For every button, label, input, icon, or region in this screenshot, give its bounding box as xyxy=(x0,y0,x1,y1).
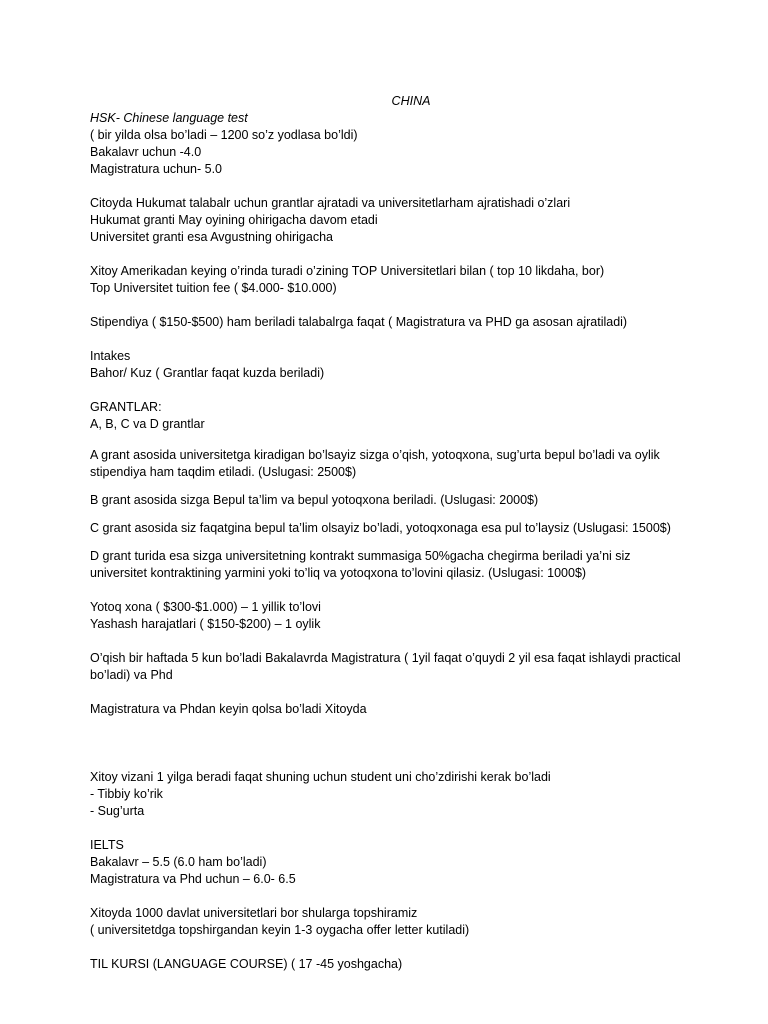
hsk-note: ( bir yilda olsa bo’ladi – 1200 so’z yodlasa bo’ldi) xyxy=(90,128,358,142)
language-course-heading: TIL KURSI (LANGUAGE COURSE) ( 17 -45 yoshgacha) xyxy=(90,957,403,971)
spacer xyxy=(90,481,690,488)
ielts-heading: IELTS xyxy=(90,838,124,852)
spacer xyxy=(90,297,690,314)
hsk-heading: HSK- Chinese language test xyxy=(90,111,248,125)
spacer xyxy=(90,178,690,195)
spacer xyxy=(90,509,690,516)
spacer xyxy=(90,582,690,599)
document-title: CHINA xyxy=(391,94,431,108)
grant-c-paragraph: C grant asosida siz faqatgina bepul ta’lim olsayiz bo’ladi, yotoqxonaga esa pul to’laysiz (Uslugasi: 1500$) xyxy=(90,521,671,535)
visa-line: Xitoy vizani 1 yilga beradi faqat shuning uchun student uni cho’zdirishi kerak bo’ladi xyxy=(90,770,551,784)
top-unis-line: Top Universitet tuition fee ( $4.000- $10.000) xyxy=(90,281,337,295)
hsk-master: Magistratura uchun- 5.0 xyxy=(90,162,223,176)
universities-line: ( universitetdga topshirgandan keyin 1-3 oygacha offer letter kutiladi) xyxy=(90,923,470,937)
visa-item: - Tibbiy ko’rik xyxy=(90,787,163,801)
hsk-bachelor: Bakalavr uchun -4.0 xyxy=(90,145,202,159)
grant-a-paragraph: A grant asosida universitetga kiradigan bo’lsayiz sizga o’qish, yotoqxona, sug’urta bepul bo’ladi va oylik stipendiya ham taqdim etiladi. (Uslugasi: 2500$) xyxy=(90,448,660,479)
cost-line: Yashash harajatlari ( $150-$200) – 1 oylik xyxy=(90,617,321,631)
grants-intro-line: Citoyda Hukumat talabalr uchun grantlar ajratadi va universitetlarham ajratishadi o’zlari xyxy=(90,196,571,210)
grant-b-paragraph: B grant asosida sizga Bepul ta’lim va bepul yotoqxona beriladi. (Uslugasi: 2000$) xyxy=(90,493,539,507)
spacer xyxy=(90,633,690,650)
document-body xyxy=(90,93,690,973)
spacer xyxy=(90,735,690,752)
spacer xyxy=(90,246,690,263)
grants-list: A, B, C va D grantlar xyxy=(90,417,205,431)
visa-item: - Sug’urta xyxy=(90,804,145,818)
spacer xyxy=(90,684,690,701)
spacer xyxy=(90,382,690,399)
intakes-heading: Intakes xyxy=(90,349,131,363)
ielts-bachelor: Bakalavr – 5.5 (6.0 ham bo’ladi) xyxy=(90,855,267,869)
cost-line: Yotoq xona ( $300-$1.000) – 1 yillik to’lovi xyxy=(90,600,321,614)
spacer xyxy=(90,888,690,905)
spacer xyxy=(90,331,690,348)
grants-intro-line: Universitet granti esa Avgustning ohirigacha xyxy=(90,230,333,244)
universities-line: Xitoyda 1000 davlat universitetlari bor shularga topshiramiz xyxy=(90,906,418,920)
spacer xyxy=(90,433,690,440)
spacer xyxy=(90,440,690,447)
spacer xyxy=(90,752,690,769)
spacer xyxy=(90,939,690,956)
intakes-value: Bahor/ Kuz ( Grantlar faqat kuzda beriladi) xyxy=(90,366,325,380)
grant-d-paragraph: D grant turida esa sizga universitetning kontrakt summasiga 50%gacha chegirma beriladi ya’ni siz universitet kontraktining yarmini yoki to’liq va yotoqxona to’lovini qilasiz. (Uslugasi: 1000$) xyxy=(90,549,631,580)
ielts-master: Magistratura va Phd uchun – 6.0- 6.5 xyxy=(90,872,296,886)
spacer xyxy=(90,537,690,544)
grants-heading: GRANTLAR: xyxy=(90,400,162,414)
after-line: Magistratura va Phdan keyin qolsa bo’ladi Xitoyda xyxy=(90,702,367,716)
spacer xyxy=(90,718,690,735)
grants-intro-line: Hukumat granti May oyining ohirigacha davom etadi xyxy=(90,213,378,227)
top-unis-line: Xitoy Amerikadan keying o’rinda turadi o’zining TOP Universitetlari bilan ( top 10 likdaha, bor) xyxy=(90,264,605,278)
stipend-line: Stipendiya ( $150-$500) ham beriladi talabalrga faqat ( Magistratura va PHD ga asosan ajratiladi) xyxy=(90,315,628,329)
spacer xyxy=(90,820,690,837)
study-paragraph: O’qish bir haftada 5 kun bo’ladi Bakalavrda Magistratura ( 1yil faqat o’quydi 2 yil esa faqat ishlaydi practical bo’ladi) va Phd xyxy=(90,651,681,682)
